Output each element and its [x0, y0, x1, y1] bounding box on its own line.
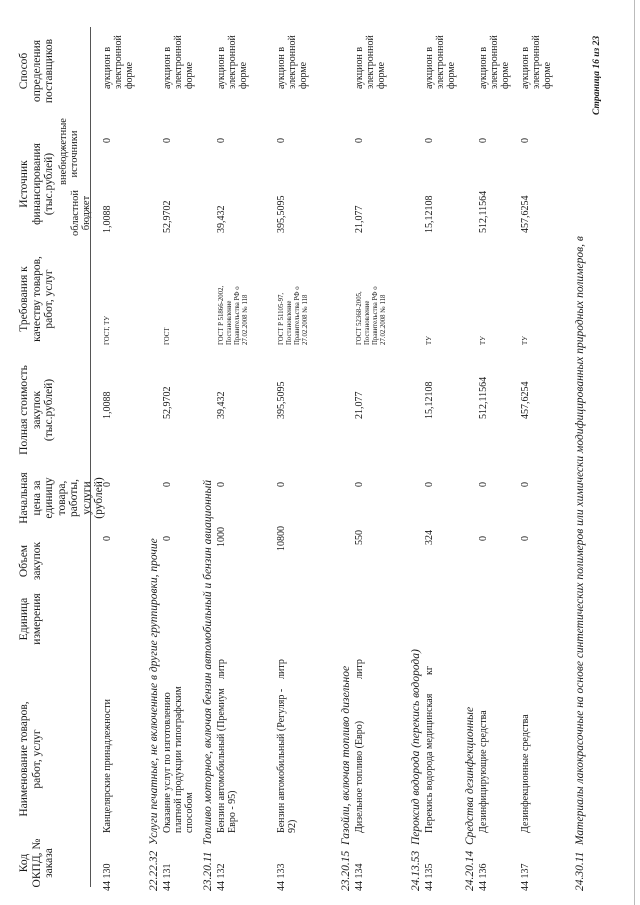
row-unit-price: 0 [276, 482, 287, 487]
row-regional: 1,0088 [102, 205, 113, 233]
row-volume: 10800 [276, 526, 287, 551]
header-code: Код ОКПД, № заказа [18, 838, 55, 888]
row-requirements: ТУ [426, 336, 433, 345]
row-unit-price: 0 [520, 482, 531, 487]
row-name: Бензин автомобильный (Премиум Евро - 95) [216, 688, 238, 833]
row-unit-price: 0 [102, 482, 113, 487]
row-total: 395,5095 [276, 381, 287, 419]
row-total: 1,0088 [102, 391, 113, 419]
row-method: аукцион в электронной форме [216, 35, 249, 89]
scan-edge [634, 0, 635, 905]
row-number: 44 134 [354, 863, 365, 891]
row-name: Дезинфицирующие средства [478, 710, 489, 833]
section-code: 24.13.53 [410, 850, 422, 891]
row-total: 52,9702 [162, 386, 173, 419]
row-method: аукцион в электронной форме [276, 35, 309, 89]
row-total: 457,6254 [520, 381, 531, 419]
header-funding-extrabudget: внебюджетные источники [58, 118, 80, 185]
row-regional: 512,11564 [478, 190, 489, 233]
section-title: Топливо моторное, включая бензин автомобильный и бензин авиационный [202, 479, 214, 845]
row-name: Бензин автомобильный (Регуляр - 92) [276, 688, 298, 833]
row-unit: литр [216, 659, 227, 679]
row-number: 44 133 [276, 863, 287, 891]
row-number: 44 132 [216, 863, 227, 891]
row-extra: 0 [424, 138, 435, 143]
section-heading [340, 666, 352, 891]
row-requirements: ГОСТ Р 51866-2002, Постановление Правительства РФ о 27.02.2008 № 118 [218, 285, 249, 345]
row-method: аукцион в электронной форме [354, 35, 387, 89]
row-name: Канцелярские принадлежности [102, 699, 113, 833]
header-divider [90, 27, 91, 887]
row-unit: кг [424, 666, 435, 675]
row-requirements: ТУ [480, 336, 487, 345]
row-unit-price: 0 [478, 482, 489, 487]
section-heading [148, 538, 160, 891]
section-heading [202, 480, 214, 891]
section-code: 24.20.14 [464, 850, 476, 891]
row-total: 512,11564 [478, 376, 489, 419]
section-code: 23.20.15 [340, 850, 352, 891]
section-heading [574, 236, 586, 891]
row-volume: 0 [162, 536, 173, 541]
row-unit-price: 0 [162, 482, 173, 487]
row-volume: 0 [520, 536, 531, 541]
row-unit-price: 0 [216, 482, 227, 487]
section-heading [464, 707, 476, 891]
row-number: 44 135 [424, 863, 435, 891]
row-extra: 0 [162, 138, 173, 143]
row-number: 44 137 [520, 863, 531, 891]
row-number: 44 136 [478, 863, 489, 891]
section-code: 23.20.11 [202, 851, 214, 891]
row-requirements: ТУ [522, 336, 529, 345]
row-requirements: ГОСТ Р 51105-97, Постановление Правительства РФ о 27.02.2008 № 118 [278, 286, 309, 345]
row-total: 15,12108 [424, 381, 435, 419]
header-unit: Единица измерения [18, 593, 43, 645]
header-funding: Источник финансирования (тыс.рублей) [18, 143, 55, 225]
header-funding-regional: областной бюджет [70, 190, 92, 236]
section-title: Услуги печатные, не включенные в другие группировки, прочие [148, 538, 160, 845]
row-regional: 52,9702 [162, 200, 173, 233]
header-volume: Объем закупок [18, 541, 43, 581]
row-extra: 0 [276, 138, 287, 143]
header-method: Способ определения поставщиков [18, 38, 55, 104]
row-name: Перекись водорода медицинская [424, 693, 435, 833]
row-extra: 0 [478, 138, 489, 143]
row-extra: 0 [354, 138, 365, 143]
section-heading [410, 649, 422, 891]
row-method: аукцион в электронной форме [520, 35, 553, 89]
row-regional: 395,5095 [276, 195, 287, 233]
row-volume: 0 [102, 536, 113, 541]
row-total: 21,077 [354, 391, 365, 419]
row-regional: 39,432 [216, 205, 227, 233]
row-regional: 21,077 [354, 205, 365, 233]
row-unit: литр [276, 659, 287, 679]
row-method: аукцион в электронной форме [424, 35, 457, 89]
row-name: Дезинфекционные средства [520, 714, 531, 833]
row-volume: 0 [478, 536, 489, 541]
row-unit: литр [354, 659, 365, 679]
row-name: Оказание услуг по изготовлению платной продукции типографским способом [162, 686, 195, 833]
page-number: Страница 16 из 23 [592, 35, 602, 115]
row-volume: 324 [424, 530, 435, 545]
row-extra: 0 [520, 138, 531, 143]
row-name: Дизельное топливо (Евро) [354, 720, 365, 833]
section-title: Газойли, включая топливо дизельное [340, 665, 352, 845]
row-unit-price: 0 [424, 482, 435, 487]
row-volume: 550 [354, 530, 365, 545]
section-code: 22.22.32 [148, 850, 160, 891]
row-extra: 0 [216, 138, 227, 143]
row-method: аукцион в электронной форме [478, 35, 511, 89]
row-total: 39,432 [216, 391, 227, 419]
row-number: 44 130 [102, 863, 113, 891]
row-requirements: ГОСТ, ТУ [104, 315, 111, 345]
header-total: Полная стоимость закупок (тыс.рублей) [18, 365, 55, 455]
row-requirements: ГОСТ [164, 327, 171, 345]
header-requirements: Требования к качеству товаров, работ, услуг [18, 256, 55, 342]
header-name: Наименование товаров, работ, услуг [18, 701, 43, 817]
section-title: Пероксид водорода (перекись водорода) [410, 649, 422, 845]
header-unit-price: Начальная цена за единицу товара, работы, услуги (рублей) [18, 472, 105, 524]
row-volume: 1000 [216, 527, 227, 547]
row-unit-price: 0 [354, 482, 365, 487]
section-title: Материалы лакокрасочные на основе синтетических полимеров или химически модифицированных природных полимеров, в [574, 236, 586, 845]
section-code: 24.30.11 [574, 851, 586, 891]
row-requirements: ГОСТ 52368-2005, Постановление Правительства РФ о 27.02.2008 № 118 [356, 286, 387, 345]
row-number: 44 131 [162, 863, 173, 891]
row-method: аукцион в электронной форме [102, 35, 135, 89]
row-regional: 15,12108 [424, 195, 435, 233]
row-extra: 0 [102, 138, 113, 143]
row-regional: 457,6254 [520, 195, 531, 233]
section-title: Средства дезинфекционные [464, 706, 476, 845]
row-method: аукцион в электронной форме [162, 35, 195, 89]
